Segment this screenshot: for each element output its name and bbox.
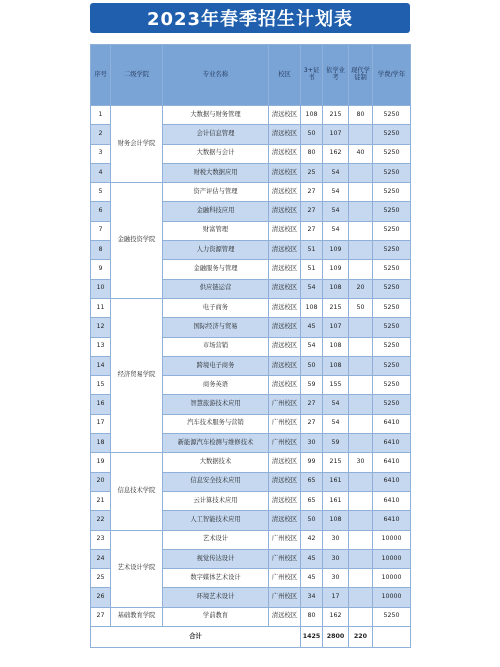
major-name: 人力资源管理 xyxy=(163,241,269,260)
tuition: 6410 xyxy=(373,491,411,510)
row-number: 11 xyxy=(91,298,111,317)
quota-3plus-cert: 50 xyxy=(301,356,323,375)
campus: 清远校区 xyxy=(269,163,301,182)
campus: 清远校区 xyxy=(269,260,301,279)
tuition: 6410 xyxy=(373,472,411,491)
quota-academic-exam: 215 xyxy=(323,106,349,125)
tuition: 5250 xyxy=(373,337,411,356)
row-number: 3 xyxy=(91,144,111,163)
major-name: 人工智能技术应用 xyxy=(163,511,269,530)
quota-academic-exam: 30 xyxy=(323,530,349,549)
header-academic-exam: 依学业考 xyxy=(323,45,349,106)
tuition: 6410 xyxy=(373,453,411,472)
quota-3plus-cert: 50 xyxy=(301,511,323,530)
quota-3plus-cert: 54 xyxy=(301,337,323,356)
campus: 清远校区 xyxy=(269,491,301,510)
quota-academic-exam: 108 xyxy=(323,356,349,375)
table-row xyxy=(91,607,411,626)
major-name: 信息安全技术应用 xyxy=(163,472,269,491)
quota-apprenticeship: 20 xyxy=(349,279,373,298)
quota-3plus-cert: 108 xyxy=(301,298,323,317)
campus: 清远校区 xyxy=(269,453,301,472)
campus: 广州校区 xyxy=(269,549,301,568)
tuition: 5250 xyxy=(373,356,411,375)
major-name: 跨境电子商务 xyxy=(163,356,269,375)
quota-3plus-cert: 80 xyxy=(301,144,323,163)
major-name: 汽车技术服务与营销 xyxy=(163,414,269,433)
page-title: 2023年春季招生计划表 xyxy=(146,9,354,30)
quota-academic-exam: 54 xyxy=(323,395,349,414)
campus: 清远校区 xyxy=(269,144,301,163)
row-number: 24 xyxy=(91,549,111,568)
header-no: 序号 xyxy=(91,45,111,106)
quota-apprenticeship xyxy=(349,202,373,221)
major-name: 财税大数据应用 xyxy=(163,163,269,182)
header-campus: 校区 xyxy=(269,45,301,106)
major-name: 供应链运营 xyxy=(163,279,269,298)
header-tuition: 学费/学年 xyxy=(373,45,411,106)
major-name: 资产评估与管理 xyxy=(163,183,269,202)
quota-academic-exam: 162 xyxy=(323,607,349,626)
campus: 清远校区 xyxy=(269,607,301,626)
major-name: 视觉传达设计 xyxy=(163,549,269,568)
quota-apprenticeship xyxy=(349,241,373,260)
campus: 清远校区 xyxy=(269,183,301,202)
dept-cell: 经济贸易学院 xyxy=(111,298,163,452)
major-name: 会计信息管理 xyxy=(163,125,269,144)
quota-academic-exam: 30 xyxy=(323,549,349,568)
row-number: 4 xyxy=(91,163,111,182)
quota-3plus-cert: 45 xyxy=(301,549,323,568)
campus: 广州校区 xyxy=(269,414,301,433)
quota-academic-exam: 215 xyxy=(323,453,349,472)
quota-academic-exam: 107 xyxy=(323,318,349,337)
quota-3plus-cert: 27 xyxy=(301,183,323,202)
quota-3plus-cert: 54 xyxy=(301,279,323,298)
quota-apprenticeship xyxy=(349,607,373,626)
campus: 清远校区 xyxy=(269,298,301,317)
dept-cell: 艺术设计学院 xyxy=(111,530,163,607)
row-number: 25 xyxy=(91,569,111,588)
tuition: 10000 xyxy=(373,530,411,549)
campus: 广州校区 xyxy=(269,530,301,549)
row-number: 1 xyxy=(91,106,111,125)
quota-apprenticeship: 50 xyxy=(349,298,373,317)
quota-apprenticeship: 80 xyxy=(349,106,373,125)
major-name: 艺术设计 xyxy=(163,530,269,549)
tuition: 5250 xyxy=(373,221,411,240)
major-name: 国际经济与贸易 xyxy=(163,318,269,337)
quota-academic-exam: 108 xyxy=(323,511,349,530)
quota-3plus-cert: 65 xyxy=(301,472,323,491)
quota-apprenticeship xyxy=(349,395,373,414)
quota-3plus-cert: 25 xyxy=(301,163,323,182)
quota-apprenticeship xyxy=(349,434,373,453)
campus: 清远校区 xyxy=(269,202,301,221)
quota-3plus-cert: 30 xyxy=(301,434,323,453)
quota-academic-exam: 54 xyxy=(323,202,349,221)
row-number: 5 xyxy=(91,183,111,202)
header-apprenticeship: 现代学徒制 xyxy=(349,45,373,106)
quota-3plus-cert: 42 xyxy=(301,530,323,549)
quota-3plus-cert: 27 xyxy=(301,414,323,433)
row-number: 19 xyxy=(91,453,111,472)
row-number: 17 xyxy=(91,414,111,433)
quota-3plus-cert: 45 xyxy=(301,569,323,588)
row-number: 27 xyxy=(91,607,111,626)
enrollment-table-wrapper xyxy=(90,44,410,648)
dept-cell: 信息技术学院 xyxy=(111,453,163,530)
campus: 清远校区 xyxy=(269,106,301,125)
major-name: 大数据与会计 xyxy=(163,144,269,163)
major-name: 财富管理 xyxy=(163,221,269,240)
row-number: 6 xyxy=(91,202,111,221)
tuition: 5250 xyxy=(373,183,411,202)
row-number: 10 xyxy=(91,279,111,298)
quota-academic-exam: 30 xyxy=(323,569,349,588)
tuition: 6410 xyxy=(373,414,411,433)
quota-apprenticeship xyxy=(349,356,373,375)
quota-3plus-cert: 80 xyxy=(301,607,323,626)
tuition: 10000 xyxy=(373,549,411,568)
total-apprenticeship: 220 xyxy=(349,627,373,648)
quota-academic-exam: 109 xyxy=(323,241,349,260)
quota-apprenticeship xyxy=(349,491,373,510)
quota-apprenticeship xyxy=(349,163,373,182)
quota-apprenticeship xyxy=(349,221,373,240)
table-row xyxy=(91,298,411,317)
tuition: 5250 xyxy=(373,260,411,279)
campus: 广州校区 xyxy=(269,569,301,588)
major-name: 市场营销 xyxy=(163,337,269,356)
campus: 广州校区 xyxy=(269,588,301,607)
total-3plus-cert: 1425 xyxy=(301,627,323,648)
quota-academic-exam: 54 xyxy=(323,414,349,433)
major-name: 环境艺术设计 xyxy=(163,588,269,607)
row-number: 18 xyxy=(91,434,111,453)
quota-academic-exam: 17 xyxy=(323,588,349,607)
campus: 清远校区 xyxy=(269,318,301,337)
quota-apprenticeship xyxy=(349,318,373,337)
header-major: 专业名称 xyxy=(163,45,269,106)
tuition: 5250 xyxy=(373,125,411,144)
major-name: 数字媒体艺术设计 xyxy=(163,569,269,588)
row-number: 7 xyxy=(91,221,111,240)
quota-3plus-cert: 27 xyxy=(301,221,323,240)
quota-3plus-cert: 27 xyxy=(301,202,323,221)
quota-academic-exam: 161 xyxy=(323,472,349,491)
campus: 清远校区 xyxy=(269,376,301,395)
campus: 清远校区 xyxy=(269,356,301,375)
tuition: 5250 xyxy=(373,163,411,182)
quota-apprenticeship xyxy=(349,183,373,202)
row-number: 14 xyxy=(91,356,111,375)
dept-cell: 金融投资学院 xyxy=(111,183,163,299)
quota-apprenticeship xyxy=(349,337,373,356)
tuition: 5250 xyxy=(373,202,411,221)
header-row xyxy=(91,45,411,106)
enrollment-table xyxy=(90,44,411,648)
quota-apprenticeship xyxy=(349,472,373,491)
tuition: 5250 xyxy=(373,279,411,298)
total-tuition xyxy=(373,627,411,648)
dept-cell: 基础教育学院 xyxy=(111,607,163,626)
tuition: 6410 xyxy=(373,511,411,530)
tuition: 10000 xyxy=(373,588,411,607)
quota-academic-exam: 155 xyxy=(323,376,349,395)
quota-academic-exam: 54 xyxy=(323,221,349,240)
campus: 清远校区 xyxy=(269,279,301,298)
row-number: 26 xyxy=(91,588,111,607)
quota-3plus-cert: 65 xyxy=(301,491,323,510)
tuition: 5250 xyxy=(373,395,411,414)
major-name: 金融科技应用 xyxy=(163,202,269,221)
quota-apprenticeship: 30 xyxy=(349,453,373,472)
row-number: 21 xyxy=(91,491,111,510)
header-3plus-cert: 3+证书 xyxy=(301,45,323,106)
tuition: 5250 xyxy=(373,144,411,163)
major-name: 商务英语 xyxy=(163,376,269,395)
quota-3plus-cert: 99 xyxy=(301,453,323,472)
quota-academic-exam: 54 xyxy=(323,183,349,202)
major-name: 大数据技术 xyxy=(163,453,269,472)
quota-3plus-cert: 108 xyxy=(301,106,323,125)
quota-academic-exam: 59 xyxy=(323,434,349,453)
total-academic-exam: 2800 xyxy=(323,627,349,648)
quota-academic-exam: 109 xyxy=(323,260,349,279)
campus: 清远校区 xyxy=(269,337,301,356)
campus: 清远校区 xyxy=(269,241,301,260)
campus: 清远校区 xyxy=(269,125,301,144)
quota-academic-exam: 107 xyxy=(323,125,349,144)
tuition: 5250 xyxy=(373,607,411,626)
quota-academic-exam: 161 xyxy=(323,491,349,510)
major-name: 智慧旅游技术应用 xyxy=(163,395,269,414)
row-number: 8 xyxy=(91,241,111,260)
total-row xyxy=(91,627,411,648)
quota-3plus-cert: 51 xyxy=(301,241,323,260)
quota-3plus-cert: 45 xyxy=(301,318,323,337)
quota-academic-exam: 108 xyxy=(323,279,349,298)
major-name: 新能源汽车检测与维修技术 xyxy=(163,434,269,453)
quota-apprenticeship xyxy=(349,588,373,607)
quota-academic-exam: 215 xyxy=(323,298,349,317)
tuition: 6410 xyxy=(373,434,411,453)
tuition: 10000 xyxy=(373,569,411,588)
total-label: 合计 xyxy=(91,627,301,648)
quota-apprenticeship xyxy=(349,376,373,395)
tuition: 5250 xyxy=(373,298,411,317)
quota-academic-exam: 108 xyxy=(323,337,349,356)
quota-apprenticeship xyxy=(349,260,373,279)
row-number: 2 xyxy=(91,125,111,144)
quota-3plus-cert: 50 xyxy=(301,125,323,144)
row-number: 15 xyxy=(91,376,111,395)
quota-apprenticeship xyxy=(349,569,373,588)
campus: 清远校区 xyxy=(269,511,301,530)
quota-3plus-cert: 59 xyxy=(301,376,323,395)
tuition: 5250 xyxy=(373,318,411,337)
quota-3plus-cert: 27 xyxy=(301,395,323,414)
campus: 广州校区 xyxy=(269,395,301,414)
table-row xyxy=(91,453,411,472)
quota-academic-exam: 54 xyxy=(323,163,349,182)
dept-cell: 财务会计学院 xyxy=(111,106,163,183)
quota-apprenticeship xyxy=(349,549,373,568)
tuition: 5250 xyxy=(373,106,411,125)
quota-3plus-cert: 34 xyxy=(301,588,323,607)
row-number: 22 xyxy=(91,511,111,530)
tuition: 5250 xyxy=(373,376,411,395)
campus: 清远校区 xyxy=(269,221,301,240)
row-number: 16 xyxy=(91,395,111,414)
campus: 广州校区 xyxy=(269,434,301,453)
quota-apprenticeship xyxy=(349,414,373,433)
major-name: 云计算技术应用 xyxy=(163,491,269,510)
campus: 清远校区 xyxy=(269,472,301,491)
row-number: 23 xyxy=(91,530,111,549)
table-row xyxy=(91,183,411,202)
quota-academic-exam: 162 xyxy=(323,144,349,163)
major-name: 电子商务 xyxy=(163,298,269,317)
table-row xyxy=(91,106,411,125)
table-body xyxy=(91,106,411,627)
table-row xyxy=(91,530,411,549)
row-number: 20 xyxy=(91,472,111,491)
quota-apprenticeship xyxy=(349,125,373,144)
quota-apprenticeship: 40 xyxy=(349,144,373,163)
title-banner xyxy=(90,3,410,33)
major-name: 金融服务与管理 xyxy=(163,260,269,279)
row-number: 9 xyxy=(91,260,111,279)
row-number: 12 xyxy=(91,318,111,337)
row-number: 13 xyxy=(91,337,111,356)
major-name: 大数据与财务管理 xyxy=(163,106,269,125)
quota-3plus-cert: 51 xyxy=(301,260,323,279)
quota-apprenticeship xyxy=(349,530,373,549)
header-dept: 二级学院 xyxy=(111,45,163,106)
quota-apprenticeship xyxy=(349,511,373,530)
major-name: 学前教育 xyxy=(163,607,269,626)
tuition: 5250 xyxy=(373,241,411,260)
